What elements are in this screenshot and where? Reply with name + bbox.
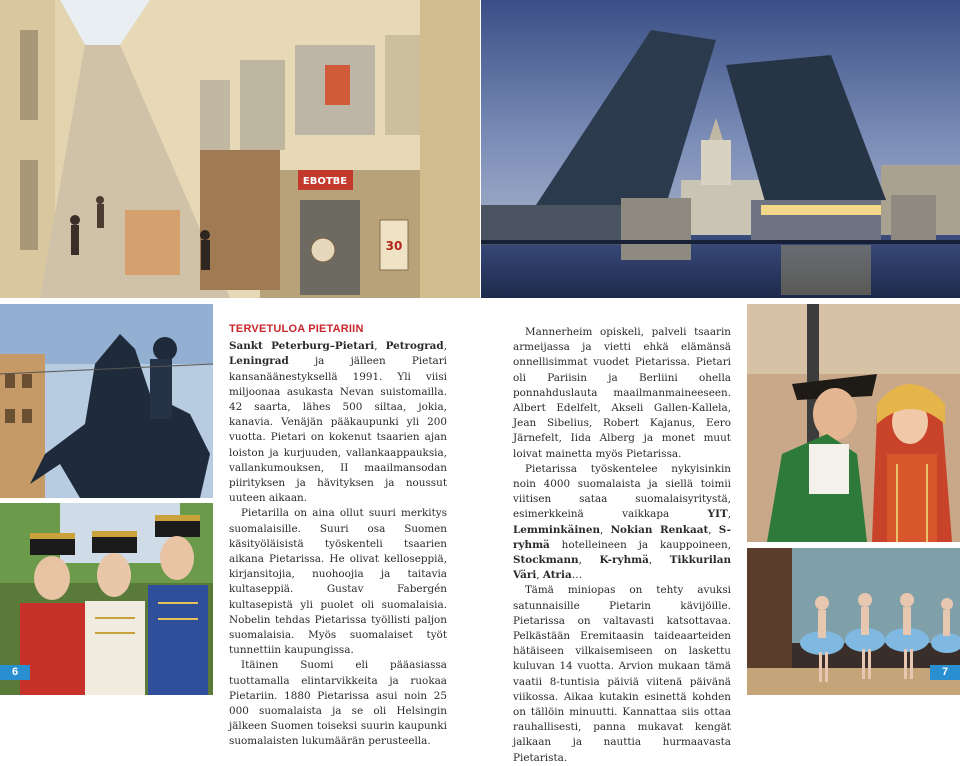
text-run: , (727, 508, 731, 521)
bold-term: Lemminkäinen (513, 523, 601, 536)
text-run: Tämä miniopas on tehty avuksi satunnaisille Pietarin kävijöille. Pietarissa on valtavasti katsottavaa. Pelkästään Eremitaasin taideaarteiden hätäiseen vilkaisemiseen on laskettu kuluvan 14 vuotta. Arvion mukaan tämä vaatii 8-tuntisia päiviä viitenä päivänä viikossa. Aikaa kutakin esinettä kohden on tällöin minuutti. Kannattaa siis ottaa rauhallisesti, panna mukavat kengät jalkaan ja nauttia hurmaavasta Pietarista. (513, 584, 731, 764)
text-run: , (648, 554, 670, 567)
text-run: , (536, 569, 543, 582)
bold-term: Atria (542, 569, 572, 582)
text-run: , (600, 523, 611, 536)
photo-horse-statue (0, 304, 213, 498)
section-heading: TERVETULOA PIETARIIN (229, 323, 364, 335)
photo-ballet-dancers (747, 548, 960, 695)
text-run: , (578, 554, 600, 567)
paragraph (513, 325, 731, 462)
paragraph (229, 506, 447, 658)
bold-term: Sankt Peterburg–Pietari (229, 340, 375, 353)
text-run: ja jälleen Pietari kansanäänestyksellä 1991. Yli viisi miljoonaa asukasta Nevan suistomailla. 42 saarta, lähes 500 siltaa, jokia, kanavia. Venäjän pääkaupunki yli 200 vuotta. Pietari on kokenut tsaarien ajan loiston ja kurjuuden, vallankaappauksia, vallankumouksen, II maailmansodan piirityksen ja hävityksen ja noussut uuteen aikaan. (229, 355, 447, 505)
text-run: , (374, 340, 386, 353)
bold-term: Leningrad (229, 355, 289, 368)
bold-term: Tikkurilan Väri (513, 554, 732, 582)
bold-term: Petrograd (385, 340, 444, 353)
bold-term: Stockmann (513, 554, 579, 567)
paragraph (229, 339, 447, 506)
photo-hussar-guards (0, 503, 213, 695)
arcade-sign-text: ЕВОТВЕ (302, 176, 348, 187)
paragraph (229, 658, 447, 749)
paragraph (513, 462, 731, 584)
bold-term: Nokian Renkaat (610, 523, 709, 536)
page-number-right: 7 (930, 665, 960, 680)
bold-term: K-ryhmä (599, 554, 649, 567)
page-number-left: 6 (0, 665, 30, 680)
paragraph (513, 583, 731, 765)
right-text-column (513, 325, 731, 766)
text-run: Mannerheim opiskeli, palveli tsaarin armeijassa ja vietti ehkä elämänsä onnellisimmat vuodet Pietarissa. Pietari oli Pariisin ja Berliini ohella ponnahduslauta maailmanmaineeseen. Albert Edelfelt, Akseli Gallen-Kallela, Jean Sibelius, Robert Kajanus, Eero Järnefelt, Iida Alberg ja monet muut loivat mainetta myös Pietarissa. (513, 326, 731, 460)
text-run: , (443, 340, 447, 353)
text-run: hotelleineen ja kauppoineen, (549, 538, 731, 551)
text-run: … (571, 569, 583, 582)
text-run: Pietarissa työskentelee nykyisinkin noin 4000 suomalaista ja siellä toimii viitisen sataa suomalaisyritystä, esimerkkeinä vaikkapa (513, 462, 731, 521)
photo-costumed-couple (747, 304, 960, 542)
photo-shopping-arcade (0, 0, 480, 298)
text-run: , (708, 523, 719, 536)
left-text-column (229, 322, 447, 750)
text-run: Pietarilla on aina ollut suuri merkitys suomalaisille. Suuri osa Suomen käsityöläisistä työskenteli tsaarien aikana Pietarissa. He olivat kelloseppiä, kirjansitojia, nuohoojia ja taitavia kultaseppiä. Gustav Fabergén kultasepistä yli puolet oli suomalaisia. Nobelin tehdas Pietarissa työllisti paljon suomalaisia. Myös suomalaiset työt tunnettiin kaupungissa. (229, 507, 447, 657)
arcade-number: 30 (385, 239, 403, 253)
bold-term: YIT (707, 508, 728, 521)
right-paragraphs (513, 325, 731, 766)
bold-term: S-ryhmä (513, 523, 731, 551)
text-run: Itäinen Suomi eli pääasiassa tuottamalla elintarvikkeita ja ruokaa Pietariin. 1880 Pietarissa asui noin 25 000 suomalaista ja se oli Helsingin jälkeen Suomen toiseksi suurin kaupunki suomalaisten lukumäärän perusteella. (229, 659, 447, 748)
photo-raised-bridge (481, 0, 960, 298)
left-paragraphs (229, 339, 447, 749)
